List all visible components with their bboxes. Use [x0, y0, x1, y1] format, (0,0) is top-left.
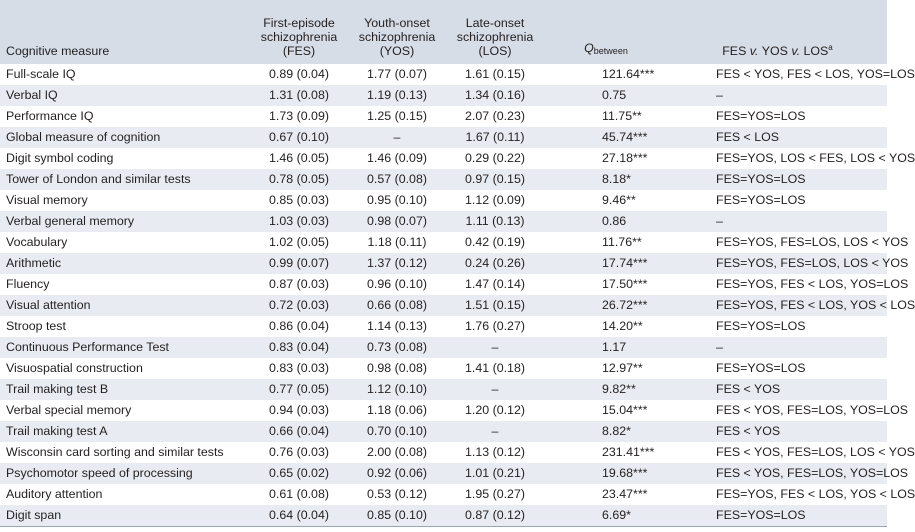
- cell-yos: 0.96 (0.10): [367, 277, 427, 291]
- table-row: [0, 169, 887, 190]
- cell-measure: Psychomotor speed of processing: [6, 466, 193, 480]
- header-fes-line2: schizophrenia: [260, 30, 338, 44]
- table-row: [0, 316, 887, 337]
- header-yos-line2: schizophrenia: [358, 30, 436, 44]
- header-comparison: [668, 0, 887, 64]
- cell-los: 1.20 (0.12): [465, 403, 525, 417]
- cell-fes: 1.02 (0.05): [269, 235, 329, 249]
- table-row: [0, 190, 887, 211]
- cell-measure: Verbal general memory: [6, 214, 135, 228]
- header-cognitive-measure: Cognitive measure: [6, 44, 110, 58]
- cell-fes: 1.73 (0.09): [269, 109, 329, 123]
- cell-comparison: FES < YOS, FES < LOS, YOS=LOS: [716, 67, 915, 81]
- cell-measure: Digit span: [6, 508, 62, 522]
- cell-los: 1.95 (0.27): [465, 487, 525, 501]
- cell-fes: 0.89 (0.04): [269, 67, 329, 81]
- header-fes-line3: (FES): [282, 44, 316, 58]
- cell-fes: 1.46 (0.05): [269, 151, 329, 165]
- cell-los: 1.76 (0.27): [465, 319, 525, 333]
- table-row: [0, 85, 887, 106]
- cell-yos: 1.25 (0.15): [367, 109, 427, 123]
- cell-q-between: 9.82**: [602, 382, 636, 396]
- cell-fes: 0.72 (0.03): [269, 298, 329, 312]
- cell-measure: Trail making test B: [6, 382, 109, 396]
- cell-los: –: [491, 340, 499, 354]
- cell-fes: 0.76 (0.03): [269, 445, 329, 459]
- cell-measure: Visual memory: [6, 193, 88, 207]
- cell-los: 2.07 (0.23): [465, 109, 525, 123]
- cell-fes: 0.86 (0.04): [269, 319, 329, 333]
- table-row: [0, 442, 887, 463]
- table-row: [0, 127, 887, 148]
- table-row: [0, 148, 887, 169]
- cell-q-between: 11.75**: [602, 109, 642, 123]
- cell-q-between: 231.41***: [602, 445, 655, 459]
- header-yos: [348, 0, 446, 64]
- cell-comparison: FES=YOS=LOS: [716, 508, 806, 522]
- cell-comparison: FES=YOS, LOS < FES, LOS < YOS: [716, 151, 915, 165]
- cell-measure: Trail making test A: [6, 424, 108, 438]
- cell-comparison: FES=YOS, FES < LOS, YOS < LOS: [716, 487, 915, 501]
- cell-los: 1.41 (0.18): [465, 361, 525, 375]
- cell-yos: 1.18 (0.11): [367, 235, 427, 249]
- cell-yos: 0.95 (0.10): [367, 193, 427, 207]
- cell-comparison: FES=YOS=LOS: [716, 319, 806, 333]
- cell-comparison: FES=YOS, FES < LOS, YOS < LOS: [716, 298, 915, 312]
- header-comp-a: FES: [722, 44, 750, 58]
- cell-yos: 0.85 (0.10): [367, 508, 427, 522]
- cell-yos: 0.57 (0.08): [367, 172, 427, 186]
- cell-fes: 0.67 (0.10): [269, 130, 329, 144]
- cell-q-between: 6.69*: [602, 508, 631, 522]
- cell-yos: 1.12 (0.10): [367, 382, 427, 396]
- cell-q-between: 8.82*: [602, 424, 631, 438]
- cell-measure: Arithmetic: [6, 256, 62, 270]
- cell-q-between: 17.50***: [602, 277, 648, 291]
- cell-q-between: 0.75: [602, 88, 627, 102]
- cell-q-between: 1.17: [602, 340, 627, 354]
- cell-yos: 1.19 (0.13): [367, 88, 427, 102]
- cell-yos: –: [393, 130, 401, 144]
- header-los-line2: schizophrenia: [456, 30, 534, 44]
- cell-q-between: 11.76**: [602, 235, 642, 249]
- cell-fes: 0.78 (0.05): [269, 172, 329, 186]
- header-q-sub: between: [593, 46, 628, 56]
- header-yos-line3: (YOS): [379, 44, 415, 58]
- header-comp-footnote: a: [828, 43, 833, 52]
- table-body: [0, 64, 915, 527]
- cell-measure: Vocabulary: [6, 235, 68, 249]
- cell-q-between: 121.64***: [602, 67, 655, 81]
- cell-los: 1.61 (0.15): [465, 67, 525, 81]
- cell-fes: 0.61 (0.08): [269, 487, 329, 501]
- cell-q-between: 15.04***: [602, 403, 648, 417]
- cell-fes: 0.85 (0.03): [269, 193, 329, 207]
- table-row: [0, 64, 887, 85]
- cell-los: 1.34 (0.16): [465, 88, 525, 102]
- cell-q-between: 9.46**: [602, 193, 636, 207]
- table-row: [0, 253, 887, 274]
- cell-los: –: [491, 382, 499, 396]
- cell-measure: Verbal IQ: [6, 88, 58, 102]
- table-row: [0, 463, 887, 484]
- cell-los: 1.12 (0.09): [465, 193, 525, 207]
- cell-los: 0.42 (0.19): [465, 235, 525, 249]
- cell-los: 1.11 (0.13): [465, 214, 525, 228]
- cell-comparison: FES < YOS, FES=LOS, LOS < YOS: [716, 445, 915, 459]
- header-q-between: [544, 0, 668, 64]
- cell-comparison: FES=YOS, FES < LOS, YOS=LOS: [716, 277, 909, 291]
- cell-comparison: FES=YOS, FES=LOS, LOS < YOS: [716, 235, 909, 249]
- cell-measure: Digit symbol coding: [6, 151, 114, 165]
- cell-fes: 0.83 (0.04): [269, 340, 329, 354]
- cell-measure: Full-scale IQ: [6, 67, 76, 81]
- cell-comparison: FES < YOS: [716, 382, 781, 396]
- cell-q-between: 19.68***: [602, 466, 648, 480]
- table-row: [0, 505, 887, 527]
- cell-yos: 0.66 (0.08): [367, 298, 427, 312]
- cell-fes: 0.66 (0.04): [269, 424, 329, 438]
- cell-yos: 0.53 (0.12): [367, 487, 427, 501]
- cell-fes: 1.03 (0.03): [269, 214, 329, 228]
- header-fes-line1: First-episode: [263, 16, 335, 30]
- cell-measure: Wisconsin card sorting and similar tests: [6, 445, 224, 459]
- cell-fes: 0.77 (0.05): [269, 382, 329, 396]
- cell-yos: 1.18 (0.06): [367, 403, 427, 417]
- cell-q-between: 26.72***: [602, 298, 648, 312]
- cell-yos: 1.37 (0.12): [367, 256, 427, 270]
- table-row: [0, 400, 887, 421]
- cell-q-between: 12.97**: [602, 361, 643, 375]
- cell-los: 1.51 (0.15): [465, 298, 525, 312]
- cell-comparison: FES=YOS=LOS: [716, 109, 806, 123]
- table-row: [0, 232, 887, 253]
- cell-q-between: 27.18***: [602, 151, 648, 165]
- header-q-main: Q: [584, 41, 594, 55]
- cell-measure: Auditory attention: [6, 487, 103, 501]
- cell-measure: Global measure of cognition: [6, 130, 161, 144]
- header-fes: [250, 0, 348, 64]
- cell-yos: 1.46 (0.09): [367, 151, 427, 165]
- cell-fes: 0.99 (0.07): [269, 256, 329, 270]
- cell-measure: Tower of London and similar tests: [6, 172, 191, 186]
- cell-q-between: 14.20**: [602, 319, 643, 333]
- table-row: [0, 484, 887, 505]
- cell-measure: Stroop test: [6, 319, 66, 333]
- cell-q-between: 0.86: [602, 214, 627, 228]
- table-row: [0, 295, 887, 316]
- header-comp-c: LOS: [800, 44, 829, 58]
- cell-measure: Continuous Performance Test: [6, 340, 170, 354]
- cell-comparison: FES < YOS: [716, 424, 781, 438]
- cell-fes: 0.83 (0.03): [269, 361, 329, 375]
- cell-yos: 0.98 (0.07): [367, 214, 427, 228]
- cell-comparison: FES=YOS=LOS: [716, 361, 806, 375]
- cell-measure: Fluency: [6, 277, 50, 291]
- cell-fes: 0.94 (0.03): [269, 403, 329, 417]
- cell-los: 0.29 (0.22): [465, 151, 525, 165]
- cell-comparison: FES < LOS: [716, 130, 780, 144]
- table-row: [0, 358, 887, 379]
- cell-yos: 0.70 (0.10): [367, 424, 427, 438]
- cell-yos: 1.14 (0.13): [367, 319, 427, 333]
- cell-q-between: 17.74***: [602, 256, 648, 270]
- cell-comparison: –: [716, 340, 723, 354]
- cell-yos: 0.98 (0.08): [367, 361, 427, 375]
- header-los-line3: (LOS): [478, 44, 512, 58]
- cell-comparison: –: [716, 214, 723, 228]
- cell-fes: 1.31 (0.08): [269, 88, 329, 102]
- cell-comparison: FES=YOS, FES=LOS, LOS < YOS: [716, 256, 909, 270]
- cell-los: 1.67 (0.11): [465, 130, 525, 144]
- cell-los: 1.13 (0.12): [465, 445, 525, 459]
- cell-q-between: 45.74***: [602, 130, 648, 144]
- header-yos-line1: Youth-onset: [364, 16, 430, 30]
- header-los: [446, 0, 544, 64]
- table-row: [0, 274, 887, 295]
- table-row: [0, 421, 887, 442]
- cell-los: –: [491, 424, 499, 438]
- cell-comparison: FES < YOS, FES=LOS, YOS=LOS: [716, 403, 909, 417]
- cell-los: 0.24 (0.26): [465, 256, 525, 270]
- table-row: [0, 337, 887, 358]
- cell-los: 1.01 (0.21): [465, 466, 525, 480]
- cell-measure: Performance IQ: [6, 109, 94, 123]
- cell-comparison: FES=YOS=LOS: [716, 193, 806, 207]
- header-comp-v2: v.: [791, 44, 801, 58]
- cell-fes: 0.87 (0.03): [269, 277, 329, 291]
- header-comp-b: YOS: [758, 44, 792, 58]
- cell-yos: 2.00 (0.08): [367, 445, 427, 459]
- cell-measure: Visual attention: [6, 298, 91, 312]
- cell-yos: 1.77 (0.07): [367, 67, 427, 81]
- cell-comparison: FES < YOS, FES=LOS, YOS=LOS: [716, 466, 909, 480]
- cell-q-between: 8.18*: [602, 172, 631, 186]
- table-row: [0, 379, 887, 400]
- cell-q-between: 23.47***: [602, 487, 648, 501]
- cell-fes: 0.65 (0.02): [269, 466, 329, 480]
- cell-los: 0.87 (0.12): [465, 508, 525, 522]
- header-los-line1: Late-onset: [465, 16, 525, 30]
- cell-fes: 0.64 (0.04): [269, 508, 329, 522]
- cell-comparison: FES=YOS=LOS: [716, 172, 806, 186]
- table-row: [0, 106, 887, 127]
- cell-yos: 0.92 (0.06): [367, 466, 427, 480]
- cell-comparison: –: [716, 88, 723, 102]
- header-comp-v1: v.: [749, 44, 759, 58]
- cell-measure: Visuospatial construction: [6, 361, 143, 375]
- cell-los: 0.97 (0.15): [465, 172, 525, 186]
- header-row: [0, 0, 887, 64]
- cell-los: 1.47 (0.14): [465, 277, 525, 291]
- cell-yos: 0.73 (0.08): [367, 340, 427, 354]
- table-row: [0, 211, 887, 232]
- table-header: [0, 0, 887, 64]
- cell-measure: Verbal special memory: [6, 403, 132, 417]
